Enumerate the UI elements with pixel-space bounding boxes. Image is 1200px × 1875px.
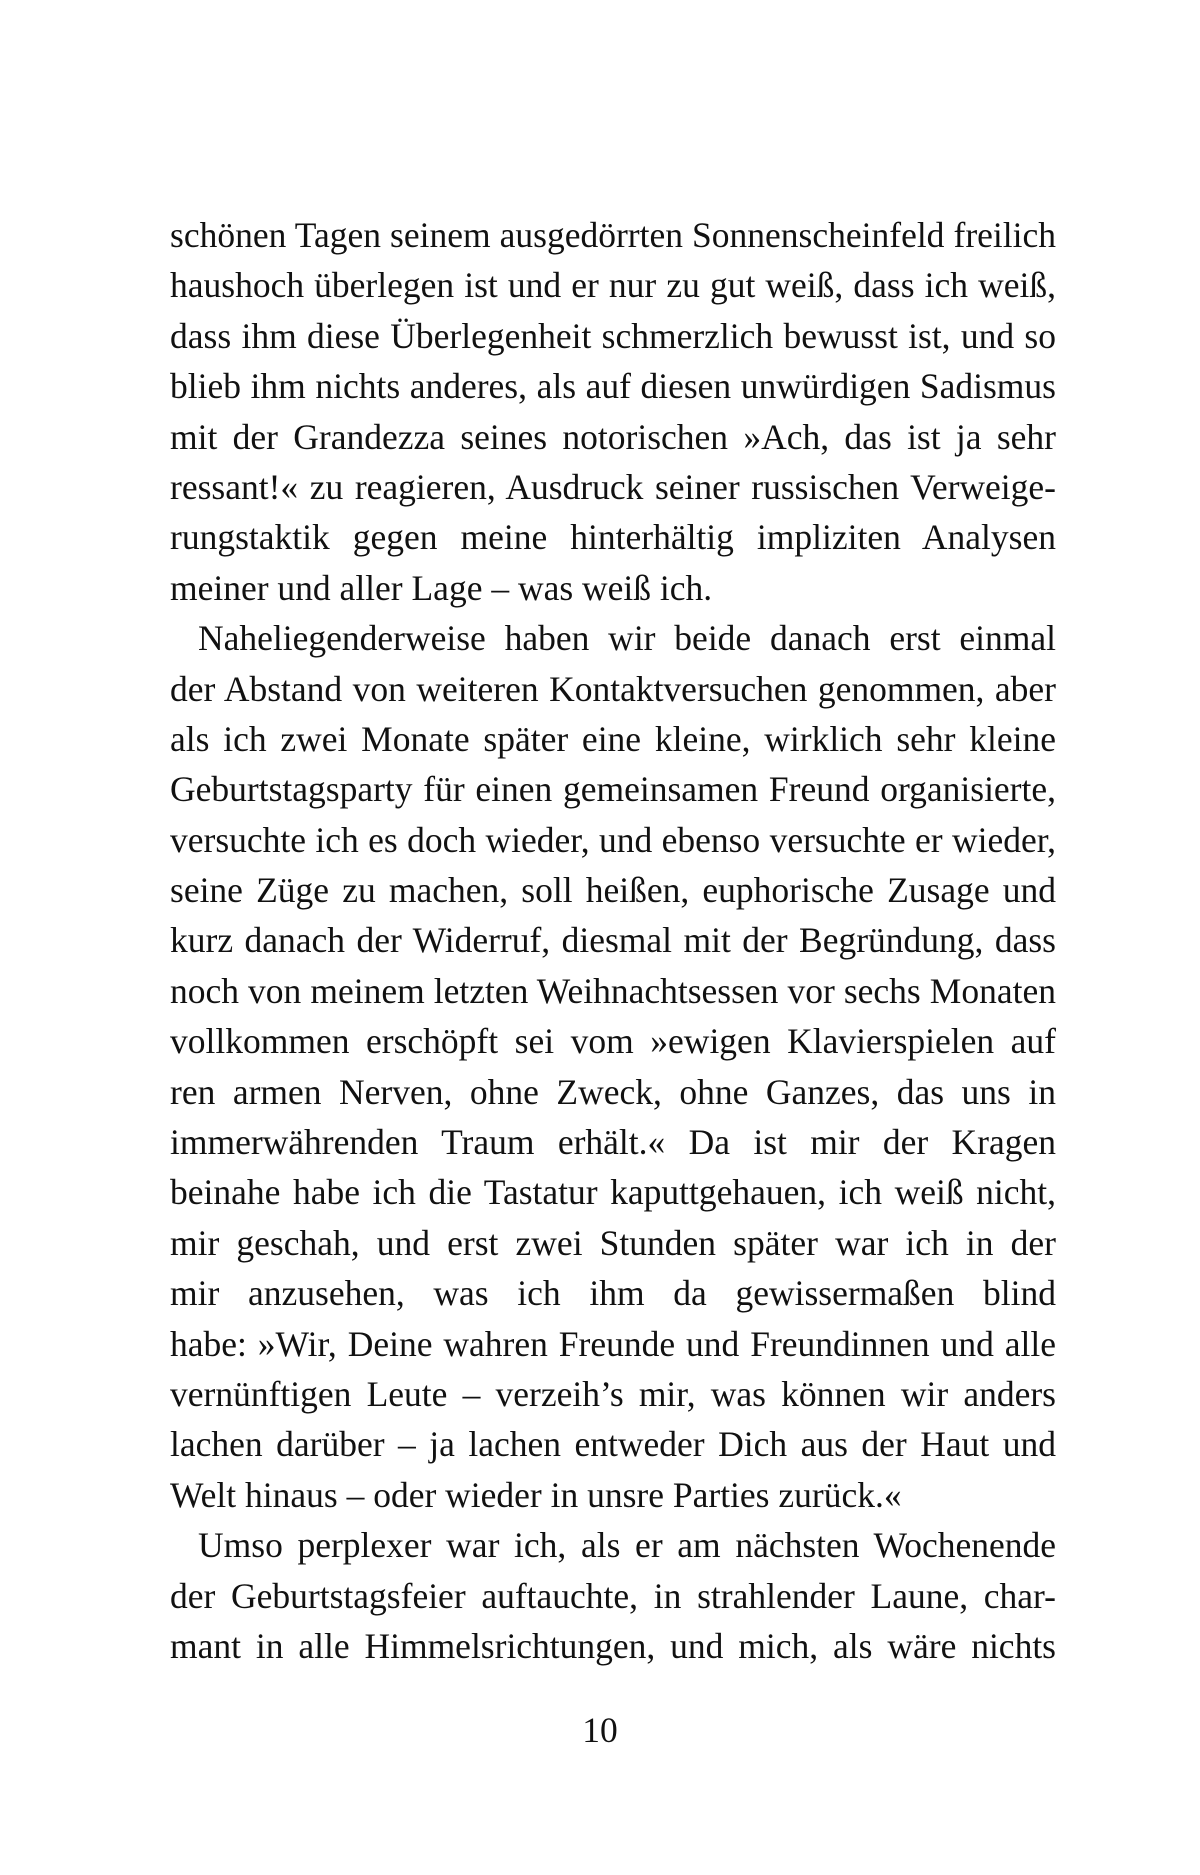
text-line: ren armen Nerven, ohne Zweck, ohne Ganzes, das uns in: [170, 1071, 1056, 1112]
body-text: [170, 210, 1056, 1671]
text-line: kurz danach der Widerruf, diesmal mit der Begründung, dass: [170, 920, 1056, 961]
page-number: 10: [582, 1710, 618, 1750]
text-line: Umso perplexer war ich, als er am nächsten Wochenende: [198, 1525, 1056, 1566]
text-line: vernünftigen Leute – verzeih’s mir, was können wir anders: [170, 1373, 1056, 1414]
text-line: mant in alle Himmelsrichtungen, und mich, als wäre nichts: [170, 1625, 1056, 1666]
text-line: lachen darüber – ja lachen entweder Dich aus der Haut und: [170, 1424, 1056, 1465]
text-line: als ich zwei Monate später eine kleine, wirklich sehr kleine: [170, 718, 1056, 759]
text-line: versuchte ich es doch wieder, und ebenso versuchte er wieder,: [170, 819, 1056, 860]
text-line: vollkommen erschöpft sei vom »ewigen Klavierspielen auf: [170, 1021, 1056, 1062]
text-line: dass ihm diese Überlegenheit schmerzlich bewusst ist, und so: [170, 315, 1056, 356]
text-line: mir anzusehen, was ich ihm da gewissermaßen blind: [170, 1273, 1056, 1314]
text-line: Geburtstagsparty für einen gemeinsamen Freund organisierte,: [170, 769, 1056, 810]
text-line: seine Züge zu machen, soll heißen, euphorische Zusage und: [170, 870, 1056, 911]
text-line: immerwährenden Traum erhält.« Da ist mir der Kragen: [170, 1122, 1056, 1163]
text-line: blieb ihm nichts anderes, als auf diesen unwürdigen Sadismus: [170, 366, 1056, 407]
text-line: haushoch überlegen ist und er nur zu gut weiß, dass ich weiß,: [170, 265, 1056, 306]
text-line: mir geschah, und erst zwei Stunden später war ich in der: [170, 1222, 1056, 1263]
text-line: beinahe habe ich die Tastatur kaputtgehauen, ich weiß nicht,: [170, 1172, 1056, 1213]
text-line: schönen Tagen seinem ausgedörrten Sonnenscheinfeld freilich: [170, 215, 1056, 255]
text-line: der Abstand von weiteren Kontaktversuchen genommen, aber: [170, 668, 1056, 709]
text-line: Welt hinaus – oder wieder in unsre Parties zurück.«: [170, 1474, 902, 1515]
text-line: meiner und aller Lage – was weiß ich.: [170, 567, 713, 608]
text-line: Naheliegenderweise haben wir beide danach erst einmal: [198, 618, 1056, 659]
text-line: rungstaktik gegen meine hinterhältig impliziten Analysen: [170, 517, 1056, 558]
text-line: der Geburtstagsfeier auftauchte, in strahlender Laune, char-: [170, 1575, 1056, 1616]
text-line: noch von meinem letzten Weihnachtsessen vor sechs Monaten: [170, 970, 1056, 1011]
text-line: mit der Grandezza seines notorischen »Ach, das ist ja sehr: [170, 416, 1056, 457]
text-line: habe: »Wir, Deine wahren Freunde und Freundinnen und alle: [170, 1323, 1056, 1364]
text-line: ressant!« zu reagieren, Ausdruck seiner russischen Verweige-: [170, 466, 1056, 507]
